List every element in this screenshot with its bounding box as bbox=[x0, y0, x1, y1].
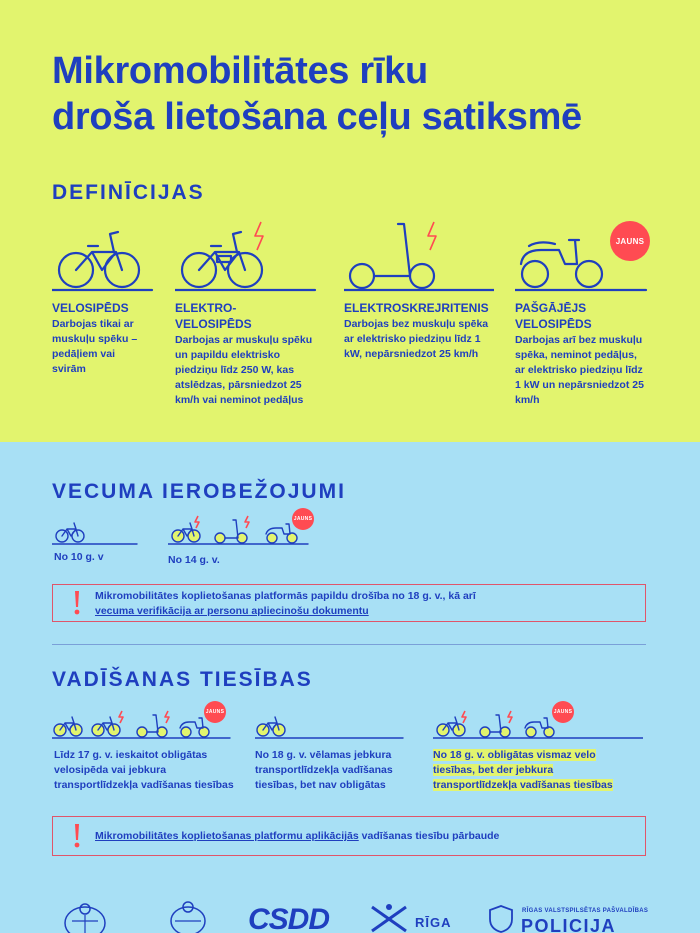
age-label-14: No 14 g. v. bbox=[168, 554, 220, 566]
definition-desc: Darbojas tikai ar muskuļu spēku – pedāļiem vai svirām bbox=[52, 318, 138, 375]
definition-desc: Darbojas bez muskuļu spēka ar elektrisko piedziņu līdz 1 kW, nepārsniedzot 25 km/h bbox=[344, 318, 489, 360]
age-heading: VECUMA IEROBEŽOJUMI bbox=[52, 480, 346, 503]
definition-desc: Darbojas ar muskuļu spēku un papildu elektrisko piedziņu līdz 250 W, kas atslēdzas, pārsniedzot 25 km/h vai neminot pedāļus bbox=[175, 334, 313, 406]
age-note-box bbox=[52, 584, 646, 622]
page-title bbox=[52, 48, 672, 140]
footer-logos bbox=[0, 895, 700, 933]
license-col-2: No 18 g. v. vēlamas jebkura transportlīdzekļa vadīšanas tiesības, bet nav obligātas bbox=[255, 749, 393, 791]
age-label-10: No 10 g. v bbox=[54, 551, 104, 563]
license-col-3-line-1: No 18 g. v. obligātas vismaz velo bbox=[433, 749, 596, 761]
riga-keys-icon bbox=[368, 903, 410, 933]
ministry-coat-of-arms-icon bbox=[165, 897, 211, 933]
age-note-line-2: vecuma verifikācija ar personu apliecinošu dokumentu bbox=[95, 605, 369, 617]
license-note-box bbox=[52, 816, 646, 856]
license-col-3 bbox=[433, 748, 643, 793]
age-group-14-icons bbox=[168, 510, 310, 546]
license-col-3-line-3: transportlīdzekļa vadīšanas tiesības bbox=[433, 779, 613, 791]
warning-icon bbox=[73, 823, 81, 849]
bolt-icon bbox=[255, 222, 263, 250]
e-scooter-icon bbox=[344, 220, 494, 292]
definition-e-bicycle bbox=[175, 220, 335, 408]
license-note-rest: vadīšanas tiesību pārbaude bbox=[358, 830, 500, 842]
license-note-link[interactable]: Mikromobilitātes koplietošanas platformu aplikācijās bbox=[95, 830, 359, 842]
license-col-3-line-2: tiesības, bet der jebkura bbox=[433, 764, 554, 776]
license-group-3-icons bbox=[433, 708, 643, 740]
csdd-logo: CSDD bbox=[248, 903, 330, 933]
bicycle-icon bbox=[54, 717, 82, 736]
latvia-coat-of-arms-icon bbox=[60, 901, 110, 933]
bicycle-icon bbox=[56, 523, 84, 542]
e-scooter-icon bbox=[480, 711, 512, 737]
e-bicycle-icon bbox=[175, 220, 325, 292]
bolt-icon bbox=[428, 222, 436, 250]
definition-name: VELOSIPĒDS bbox=[52, 301, 129, 315]
bicycle-icon bbox=[257, 717, 285, 736]
warning-icon bbox=[73, 590, 81, 616]
new-badge: JAUNS bbox=[204, 701, 226, 723]
e-bicycle-icon bbox=[172, 516, 200, 542]
new-badge: JAUNS bbox=[552, 701, 574, 723]
e-scooter-icon bbox=[215, 516, 249, 543]
police-title: POLICIJA bbox=[521, 916, 617, 933]
age-group-10-icons bbox=[52, 516, 140, 546]
riga-logo-text: RĪGA bbox=[415, 915, 452, 930]
definition-name: ELEKTRO-VELOSIPĒDS bbox=[175, 301, 252, 331]
moped-icon bbox=[180, 718, 209, 737]
definition-e-scooter bbox=[344, 220, 504, 362]
bicycle-icon bbox=[52, 220, 162, 292]
license-group-2-icons bbox=[255, 712, 405, 740]
age-note-line-1: Mikromobilitātes koplietošanas platformās papildu drošība no 18 g. v., kā arī bbox=[95, 590, 476, 602]
police-subtitle: RĪGAS VALSTSPILSĒTAS PAŠVALDĪBAS bbox=[522, 908, 649, 914]
license-heading: VADĪŠANAS TIESĪBAS bbox=[52, 668, 313, 691]
definition-desc: Darbojas arī bez muskuļu spēka, neminot pedāļus, ar elektrisko piedziņu līdz 1 kW un nepārsniedzot 25 km/h bbox=[515, 334, 644, 406]
license-col-1: Līdz 17 g. v. ieskaitot obligātas velosipēda vai jebkura transportlīdzekļa vadīšanas tiesības bbox=[54, 749, 234, 791]
license-note-text bbox=[95, 828, 499, 844]
definitions-heading: DEFINĪCIJAS bbox=[52, 181, 205, 204]
new-badge: JAUNS bbox=[610, 221, 650, 261]
title-line-1: Mikromobilitātes rīku bbox=[52, 50, 428, 92]
definition-name: ELEKTROSKREJRITENIS bbox=[344, 301, 489, 315]
moped-icon bbox=[266, 524, 297, 543]
e-scooter-icon bbox=[137, 711, 169, 737]
new-badge: JAUNS bbox=[292, 508, 314, 530]
definition-moped bbox=[515, 220, 675, 408]
title-line-2: droša lietošana ceļu satiksmē bbox=[52, 96, 582, 138]
moped-icon bbox=[525, 718, 554, 737]
police-shield-icon bbox=[488, 905, 514, 933]
definition-name: PAŠGĀJĒJS VELOSIPĒDS bbox=[515, 301, 592, 331]
e-bicycle-icon bbox=[437, 711, 466, 736]
section-divider bbox=[52, 644, 646, 645]
e-bicycle-icon bbox=[92, 711, 123, 736]
